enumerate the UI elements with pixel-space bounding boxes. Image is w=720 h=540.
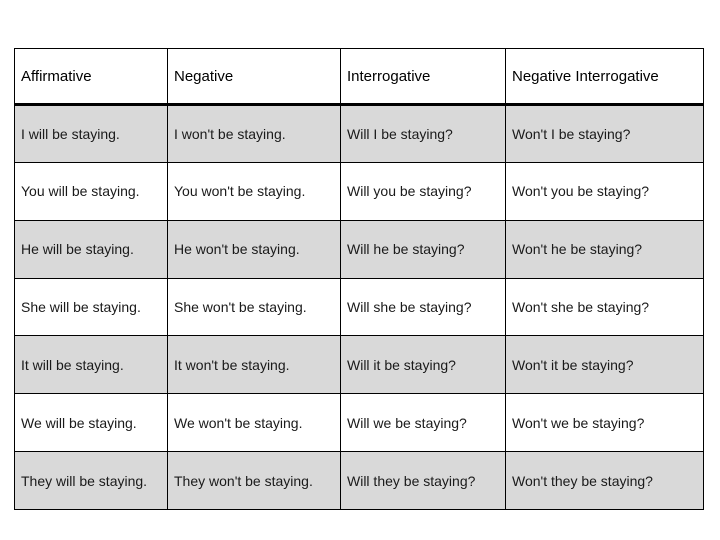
- cell-interrogative: Will he be staying?: [341, 220, 506, 278]
- cell-negative-interrogative: Won't he be staying?: [506, 220, 704, 278]
- cell-negative: He won't be staying.: [168, 220, 341, 278]
- cell-negative: I won't be staying.: [168, 105, 341, 163]
- cell-negative-interrogative: Won't we be staying?: [506, 394, 704, 452]
- header-interrogative: Interrogative: [341, 49, 506, 105]
- header-row: [15, 49, 704, 105]
- table-row: [15, 105, 704, 163]
- cell-negative: They won't be staying.: [168, 452, 341, 510]
- cell-negative: You won't be staying.: [168, 162, 341, 220]
- cell-negative: We won't be staying.: [168, 394, 341, 452]
- cell-negative-interrogative: Won't I be staying?: [506, 105, 704, 163]
- cell-negative: It won't be staying.: [168, 336, 341, 394]
- table-row: [15, 452, 704, 510]
- table-row: [15, 394, 704, 452]
- cell-affirmative: We will be staying.: [15, 394, 168, 452]
- cell-interrogative: Will you be staying?: [341, 162, 506, 220]
- cell-interrogative: Will she be staying?: [341, 278, 506, 336]
- cell-negative: She won't be staying.: [168, 278, 341, 336]
- cell-affirmative: He will be staying.: [15, 220, 168, 278]
- cell-affirmative: You will be staying.: [15, 162, 168, 220]
- header-negative: Negative: [168, 49, 341, 105]
- cell-interrogative: Will it be staying?: [341, 336, 506, 394]
- table-row: [15, 278, 704, 336]
- table-row: [15, 162, 704, 220]
- header-negative-interrogative: Negative Interrogative: [506, 49, 704, 105]
- cell-affirmative: She will be staying.: [15, 278, 168, 336]
- header-affirmative: Affirmative: [15, 49, 168, 105]
- cell-interrogative: Will they be staying?: [341, 452, 506, 510]
- cell-negative-interrogative: Won't it be staying?: [506, 336, 704, 394]
- table-row: [15, 220, 704, 278]
- cell-negative-interrogative: Won't they be staying?: [506, 452, 704, 510]
- cell-affirmative: They will be staying.: [15, 452, 168, 510]
- table-row: [15, 336, 704, 394]
- cell-affirmative: I will be staying.: [15, 105, 168, 163]
- cell-affirmative: It will be staying.: [15, 336, 168, 394]
- cell-interrogative: Will we be staying?: [341, 394, 506, 452]
- cell-negative-interrogative: Won't you be staying?: [506, 162, 704, 220]
- cell-interrogative: Will I be staying?: [341, 105, 506, 163]
- conjugation-table: [14, 48, 704, 510]
- cell-negative-interrogative: Won't she be staying?: [506, 278, 704, 336]
